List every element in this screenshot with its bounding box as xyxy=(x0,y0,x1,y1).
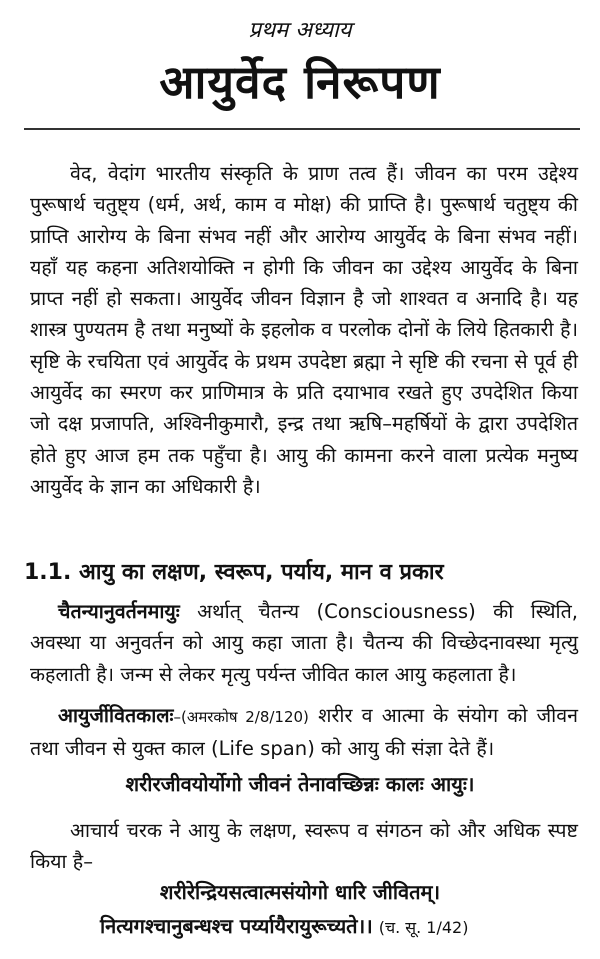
shloka-2: शरीरेन्द्रियसत्वात्मसंयोगो धारि जीवितम्। xyxy=(159,880,441,904)
charak-citation: (च. सू. 1/42) xyxy=(378,918,469,937)
definition-text-1: अर्थात् चैतन्य (Consciousness) की स्थिति, अवस्था या अनुवर्तन को आयु कहा जाता है। चैतन्य की विच्छेदनावस्था मृत्यु कहलाती है। जन्म से लेकर मृत्यु पर्यन्त जीवित काल आयु कहलाता है। xyxy=(30,600,578,686)
title-divider xyxy=(24,128,580,130)
definition-text-2: शरीर व आत्मा के संयोग को जीवन तथा जीवन से युक्त काल (Life span) को आयु की संज्ञा देते हैं। xyxy=(30,704,579,761)
definition-paragraph-1 xyxy=(30,596,578,690)
shloka-3-text: नित्यगश्चानुबन्धश्च पर्य्यायैरायुरूच्यते।। xyxy=(100,914,373,938)
definition-paragraph-2 xyxy=(30,700,578,765)
intro-paragraph: वेद, वेदांग भारतीय संस्कृति के प्राण तत्व हैं। जीवन का परम उद्देश्य पुरूषार्थ चतुष्ट्य (धर्म, अर्थ, काम व मोक्ष) की प्राप्ति है। पुरूषार्थ चतुष्ट्य की प्राप्ति आरोग्य के बिना संभव नहीं और आरोग्य आयुर्वेद के बिना संभव नहीं। यहाँ यह कहना अतिशयोक्ति न होगी कि जीवन का उद्देश्य आयुर्वेद के बिना प्राप्त नहीं हो सकता। आयुर्वेद जीवन विज्ञान है जो शाश्वत व अनादि है। यह शास्त्र पुण्यतम है तथा मनुष्यों के इहलोक व परलोक दोनों के लिये हितकारी है। सृष्टि के रचयिता एवं आयुर्वेद के प्रथम उपदेष्टा ब्रह्मा ने सृष्टि की रचना से पूर्व ही आयुर्वेद का स्मरण कर प्राणिमात्र के प्रति दयाभाव रखते हुए उपदेशित किया जो दक्ष प्रजापति, अश्विनीकुमारौ, इन्द्र तथा ऋषि–महर्षियों के द्वारा उपदेशित होते हुए आज हम तक पहुँचा है। आयु की कामना करने वाला प्रत्येक मनुष्य आयुर्वेद के ज्ञान का अधिकारी है। xyxy=(30,162,578,498)
amarkosh-citation: –(अमरकोष 2/8/120) xyxy=(173,708,309,726)
section-heading: 1.1. आयु का लक्षण, स्वरूप, पर्याय, मान व प्रकार xyxy=(24,560,444,585)
chapter-label: प्रथम अध्याय xyxy=(248,18,352,43)
shloka-1: शरीरजीवयोर्योगो जीवनं तेनावच्छिन्नः कालः आयुः। xyxy=(125,772,475,796)
shloka-3 xyxy=(100,912,590,939)
definition-term-2: आयुर्जीवितकालः xyxy=(58,704,174,727)
charak-intro-paragraph: आचार्य चरक ने आयु के लक्षण, स्वरूप व संगठन को और अधिक स्पष्ट किया है– xyxy=(30,819,578,874)
definition-term-1: चैतन्यानुवर्तनमायुः xyxy=(58,600,180,623)
chapter-title: आयुर्वेद निरूपण xyxy=(159,55,441,109)
